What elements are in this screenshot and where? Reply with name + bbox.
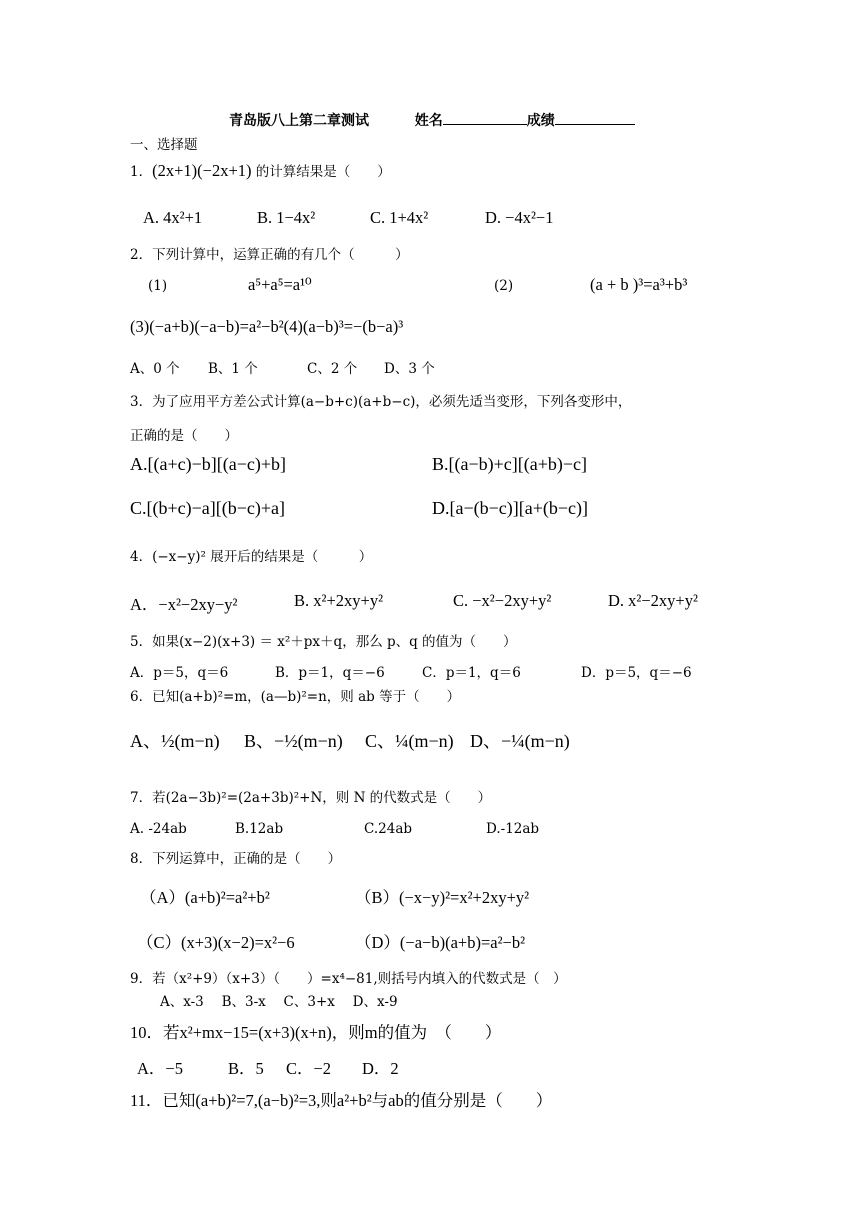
- q2-item-1-expr: a⁵+a⁵=a¹⁰: [248, 275, 312, 294]
- question-9: 9．若（x²+9）（x+3）（ ）=x⁴−81,则括号内填入的代数式是（ ）: [130, 971, 567, 987]
- question-1: 1．(2x+1)(−2x+1) 的计算结果是（ ）: [130, 161, 391, 180]
- q5-option-c: C．p＝1，q＝6: [422, 665, 521, 681]
- q7-option-b: B.12ab: [235, 821, 284, 837]
- q7-option-d: D.-12ab: [486, 821, 540, 837]
- q4-option-c: C. −x²−2xy+y²: [453, 591, 552, 610]
- q4-option-a: A．−x²−2xy−y²: [130, 595, 238, 614]
- q7-option-c: C.24ab: [364, 821, 413, 837]
- q6-option-d: D、−¼(m−n): [470, 731, 570, 751]
- question-3: 3．为了应用平方差公式计算(a−b+c)(a+b−c)，必须先适当变形，下列各变形中，: [130, 394, 632, 410]
- name-label: 姓名: [414, 113, 443, 129]
- question-7: 7．若(2a−3b)²=(2a+3b)²+N，则 N 的代数式是（ ）: [130, 790, 492, 806]
- q3-option-c: C.[(b+c)−a][(b−c)+a]: [130, 498, 286, 518]
- question-8: 8．下列运算中，正确的是（ ）: [130, 851, 342, 867]
- question-4: 4．(−x−y)² 展开后的结果是（ ）: [130, 549, 373, 565]
- q2-item-2-expr: (a + b )³=a³+b³: [590, 275, 688, 294]
- name-blank[interactable]: [443, 112, 527, 125]
- score-label: 成绩: [526, 113, 555, 129]
- q2-item-1-label: (1): [148, 278, 168, 294]
- question-5: 5．如果(x−2)(x+3) ＝ x²＋px＋q，那么 p、q 的值为（ ）: [130, 634, 517, 650]
- exam-header: [229, 110, 635, 130]
- q2-item-2-label: (2): [494, 278, 514, 294]
- q4-option-b: B. x²+2xy+y²: [294, 591, 384, 610]
- q6-option-b: B、−½(m−n): [244, 731, 343, 751]
- q5-option-b: B．p＝1，q＝−6: [275, 665, 385, 681]
- question-2: 2．下列计算中，运算正确的有几个（ ）: [130, 247, 409, 263]
- q3-option-d: D.[a−(b−c)][a+(b−c)]: [432, 498, 589, 518]
- q1-option-c: C. 1+4x²: [370, 208, 429, 227]
- q1-option-d: D. −4x²−1: [485, 208, 554, 227]
- q8-option-b: （B）(−x−y)²=x²+2xy+y²: [355, 888, 530, 907]
- q4-option-d: D. x²−2xy+y²: [608, 591, 698, 610]
- q1-option-a: A. 4x²+1: [143, 208, 203, 227]
- q6-option-a: A、½(m−n): [130, 731, 220, 751]
- q2-option-d: D、3 个: [384, 361, 435, 377]
- question-6: 6．已知(a+b)²=m，(a—b)²=n，则 ab 等于（ ）: [130, 689, 461, 705]
- q8-option-d: （D）(−a−b)(a+b)=a²−b²: [355, 933, 526, 952]
- q1-option-b: B. 1−4x²: [257, 208, 316, 227]
- q2-option-b: B、1 个: [208, 361, 258, 377]
- q10-option-d: D．2: [362, 1059, 399, 1078]
- section-heading: 一、选择题: [130, 137, 198, 153]
- q9-options: A、x-3 B、3-x C、3+x D、x-9: [160, 994, 398, 1010]
- q3-option-b: B.[(a−b)+c][(a+b)−c]: [432, 454, 588, 474]
- q3-option-a: A.[(a+c)−b][(a−c)+b]: [130, 454, 287, 474]
- q2-items-3-4: (3)(−a+b)(−a−b)=a²−b²(4)(a−b)³=−(b−a)³: [130, 317, 404, 336]
- q10-option-b: B．5: [228, 1059, 264, 1078]
- q2-option-c: C、2 个: [307, 361, 358, 377]
- q7-option-a: A. -24ab: [130, 821, 187, 837]
- q2-option-a: A、0 个: [130, 361, 180, 377]
- q10-option-c: C．−2: [286, 1059, 332, 1078]
- q5-option-d: D．p＝5，q＝−6: [581, 665, 692, 681]
- q8-option-a: （A）(a+b)²=a²+b²: [140, 888, 270, 907]
- question-10: 10．若x²+mx−15=(x+3)(x+n)，则m的值为 （ ）: [130, 1023, 502, 1042]
- exam-title: 青岛版八上第二章测试: [229, 113, 369, 129]
- score-blank[interactable]: [555, 112, 635, 125]
- q8-option-c: （C）(x+3)(x−2)=x²−6: [137, 933, 295, 952]
- q1-expression: (2x+1)(−2x+1): [152, 161, 252, 180]
- question-11: 11．已知(a+b)²=7,(a−b)²=3,则a²+b²与ab的值分别是（ ）: [130, 1091, 553, 1110]
- q6-option-c: C、¼(m−n): [365, 731, 454, 751]
- q5-option-a: A．p＝5，q＝6: [130, 665, 229, 681]
- question-3-cont: 正确的是（ ）: [130, 428, 238, 444]
- q10-option-a: A．−5: [137, 1059, 183, 1078]
